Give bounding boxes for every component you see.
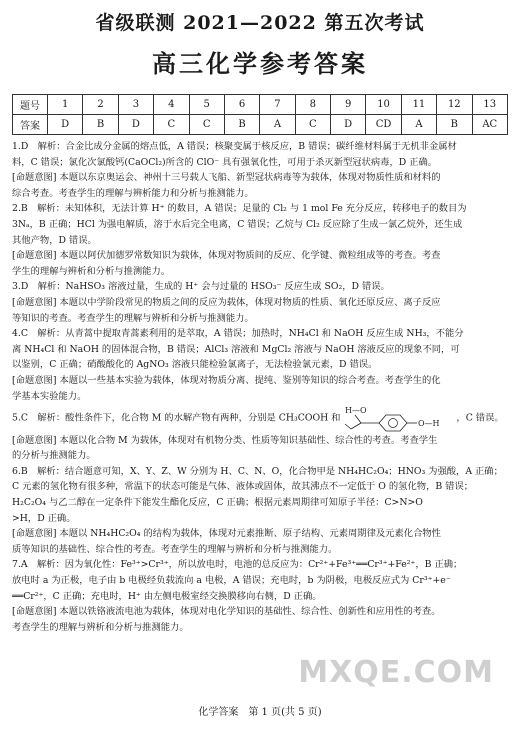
answer-cell: C xyxy=(189,115,224,135)
q-number: 1 xyxy=(48,95,83,115)
intent-line: 质等知识的基础性、综合性的考查。考查学生的理解与辨析和分析与推测能力。 xyxy=(12,543,338,555)
solution-line: 4.C 解析：从青蒿中提取青蒿素利用的是萃取，A 错误；加热时，NH₄Cl 和 NaOH 反应生成 NH₃，不能分 xyxy=(12,328,464,340)
intent-line: [命题意图] 本题以一些基本实验为载体，体现对物质分离、提纯、鉴别等知识的综合考查。考查学生的化 xyxy=(12,374,441,386)
q-number: 8 xyxy=(295,95,330,115)
intent-line: 综合考查。考查学生的理解与辨析能力和分析与推测能力。 xyxy=(12,187,254,199)
intent-line: 考查学生的理解与辨析和分析与推测能力。 xyxy=(12,621,189,633)
q-number: 2 xyxy=(83,95,118,115)
answer-key-title: 高三化学参考答案 xyxy=(152,49,368,78)
answer-cell: B xyxy=(224,115,259,135)
answer-cell: D xyxy=(331,115,366,135)
solution-text: 5.C 解析：酸性条件下，化合物 M 的水解产物有两种，分别是 CH₃COOH 和 xyxy=(12,412,341,424)
answer-cell: C xyxy=(154,115,189,135)
solution-line: C 元素的氢化物有很多种，常温下的状态可能是气体、液体或固体，故其沸点不一定低于 O 的氢化物，B 错误； xyxy=(12,481,474,493)
row-label: 答案 xyxy=(13,115,48,135)
intent-line: [命题意图] 本题以中学阶段常见的物质之间的反应为载体，体现对物质的性质、氧化还原反应、离子反应 xyxy=(12,296,441,308)
q-number: 4 xyxy=(154,95,189,115)
q-number: 13 xyxy=(472,95,508,115)
answer-cell: A xyxy=(401,115,436,135)
answer-cell: D xyxy=(48,115,83,135)
solution-line: 放电时 a 为正极，电子由 b 电极经负载流向 a 电极，A 错误；充电时，b 为阴极，电极反应式为 Cr³⁺+e⁻ xyxy=(12,574,451,586)
q-number: 7 xyxy=(260,95,295,115)
solutions-body xyxy=(12,139,508,635)
row-label: 题号 xyxy=(13,95,48,115)
answer-row xyxy=(13,115,508,135)
answer-cell: D xyxy=(118,115,153,135)
q-number: 3 xyxy=(118,95,153,115)
solution-line: 3Nₐ，B 正确；HCl 为强电解质，溶于水后完全电离，C 错误；乙烷与 Cl₂ 反应除了生成一氯乙烷外，还生成 xyxy=(12,218,463,230)
solution-line: 6.B 解析：结合题意可知，X、Y、Z、W 分别为 H、C、N、O，化合物甲是 NH₄HC₂O₄；HNO₃ 为强酸，A 正确； xyxy=(12,465,503,477)
intent-line: [命题意图] 本题以铁铬液流电池为载体，体现对电化学知识的基础性、综合性、创新性和应用性的考查。 xyxy=(12,606,441,618)
intent-line: [命题意图] 本题以阿伏加德罗常数知识为载体，体现对物质间的反应、化学键、微粒组成等的考查。考查 xyxy=(12,250,441,262)
solution-text: ，C 错误。 xyxy=(456,412,504,424)
q-number: 11 xyxy=(401,95,436,115)
q-number: 10 xyxy=(366,95,401,115)
question-number-row xyxy=(13,95,508,115)
solution-line: 其他产物，D 错误。 xyxy=(12,234,97,246)
answer-cell: CD xyxy=(366,115,401,135)
answer-cell: B xyxy=(83,115,118,135)
structure-formula-icon xyxy=(343,404,453,432)
solution-line: 3.D 解析：NaHSO₃ 溶液过量，生成的 H⁺ 会与过量的 HSO₃⁻ 反应生成 SO₂，D 错误。 xyxy=(12,281,390,293)
answer-table xyxy=(12,94,508,135)
solution-line: H₂C₂O₄ 与乙二醇在一定条件下能发生酯化反应，C 正确；根据元素周期律可知原子半径：C>N>O xyxy=(12,496,423,508)
q-number: 5 xyxy=(189,95,224,115)
solution-line: 1.D 解析：合金比成分金属的熔点低，A 错误；核聚变属于核反应，B 错误；碳纤维材料属于无机非金属材 xyxy=(12,141,457,152)
page-footer: 化学答案 第 1 页(共 5 页) xyxy=(198,707,322,718)
solution-line: 料，C 错误；氯化次氯酸钙(CaOCl₂)所含的 ClO⁻ 具有强氧化性，可用于杀灭新型冠状病毒，D 正确。 xyxy=(12,156,438,168)
ho-group: H—O xyxy=(345,406,367,416)
intent-line: [命题意图] 本题以 NH₄HC₂O₄ 的结构为载体，体现对元素推断、原子结构、元素周期律及元素化合物性 xyxy=(12,528,441,540)
solution-line: 7.A 解析：因为氧化性：Fe³⁺>Cr³⁺，所以放电时，电池的总反应为：Cr²⁺+Fe³⁺══Cr³⁺+Fe²⁺，B 正确； xyxy=(12,559,463,571)
solution-line: 2.B 解析：未知体积，无法计算 H⁺ 的数目，A 错误；足量的 Cl₂ 与 1 mol Fe 充分反应，转移电子的数目为 xyxy=(12,203,467,215)
intent-line: 的分析与推测能力。 xyxy=(12,450,96,462)
watermark: MXQE.COM xyxy=(298,655,494,690)
answer-cell: A xyxy=(260,115,295,135)
solution-line: >H，D 正确。 xyxy=(12,512,76,524)
q-number: 9 xyxy=(331,95,366,115)
answer-cell: C xyxy=(295,115,330,135)
solution-line: ══Cr²⁺，C 正确；充电时，H⁺ 由左侧电极室经交换膜移向右侧，D 正确。 xyxy=(12,590,322,602)
intent-line: 学基本实验能力。 xyxy=(12,390,87,402)
q-number: 6 xyxy=(224,95,259,115)
answer-cell: AC xyxy=(472,115,508,135)
solution-line: 离 NH₄Cl 和 NaOH 的固体混合物，B 错误；AlCl₃ 溶液和 MgCl₂ 溶液与 NaOH 溶液反应的现象不同，可 xyxy=(12,343,460,355)
intent-line: [命题意图] 本题以化合物 M 为载体，体现对有机物分类、性质等知识基础性、综合性的考查。考查学生 xyxy=(12,434,438,446)
oh-group: O—H xyxy=(418,419,440,429)
answer-cell: B xyxy=(437,115,472,135)
solution-line xyxy=(12,404,508,433)
intent-line: [命题意图] 本题以东京奥运会、神州十三号载人飞船、新型冠状病毒等为载体，体现对物质性质和材料的 xyxy=(12,172,441,184)
intent-line: 学生的理解与辨析和分析与推测能力。 xyxy=(12,265,171,277)
exam-title: 省级联测 2021—2022 第五次考试 xyxy=(95,12,425,34)
q-number: 12 xyxy=(437,95,472,115)
intent-line: 等知识的考查。考查学生的理解与辨析和分析与推测能力。 xyxy=(12,312,254,324)
solution-line: 以鉴别，C 正确；硝酸酸化的 AgNO₃ 溶液只能检验氯离子，无法检验氯元素，D 错误。 xyxy=(12,359,378,371)
